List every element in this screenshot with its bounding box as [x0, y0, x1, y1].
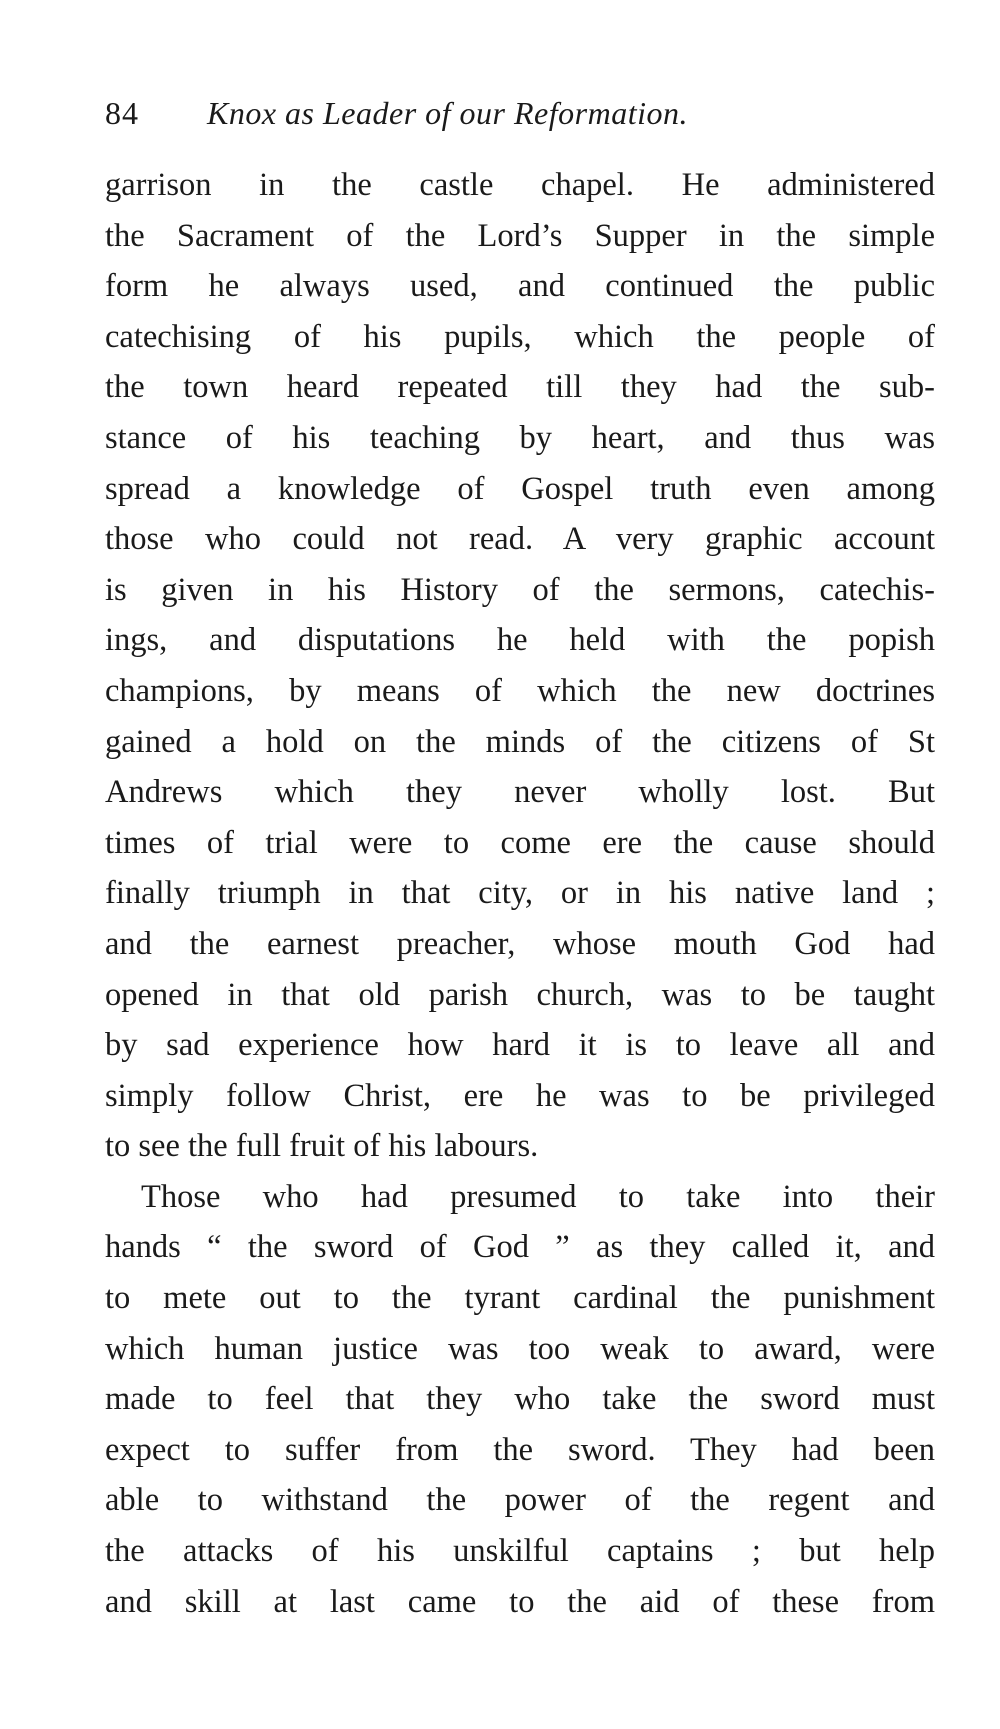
text-line: finally triumph in that city, or in his native land ;	[105, 875, 935, 912]
text-line: hands “ the sword of God ” as they called it, and	[105, 1229, 935, 1266]
running-title: Knox as Leader of our Reformation.	[207, 95, 688, 131]
text-line: to see the full fruit of his labours.	[105, 1128, 539, 1165]
text-line: opened in that old parish church, was to be taught	[105, 976, 935, 1013]
text-line: gained a hold on the minds of the citizens of St	[105, 723, 935, 760]
text-line: Andrews which they never wholly lost. But	[105, 774, 935, 811]
text-line: and the earnest preacher, whose mouth God had	[105, 925, 935, 962]
text-line: the attacks of his unskilful captains ; but help	[105, 1533, 935, 1570]
text-line: made to feel that they who take the sword must	[105, 1381, 935, 1418]
text-line: to mete out to the tyrant cardinal the punishment	[105, 1280, 935, 1317]
text-line: spread a knowledge of Gospel truth even among	[105, 470, 935, 507]
text-line: ings, and disputations he held with the popish	[105, 622, 935, 659]
text-line: stance of his teaching by heart, and thus was	[105, 419, 935, 456]
paragraph-1	[105, 160, 935, 1172]
text-line: times of trial were to come ere the cause should	[105, 824, 935, 861]
text-line: the Sacrament of the Lord’s Supper in the simple	[105, 217, 935, 254]
paragraph-2	[105, 1172, 935, 1627]
body-text	[105, 160, 935, 1627]
text-line: those who could not read. A very graphic account	[105, 521, 935, 558]
text-line: is given in his History of the sermons, catechis-	[105, 571, 935, 608]
text-line: the town heard repeated till they had the sub-	[105, 369, 935, 406]
text-line: form he always used, and continued the public	[105, 268, 935, 305]
text-line: which human justice was too weak to award, were	[105, 1330, 935, 1367]
text-line: Those who had presumed to take into their	[141, 1178, 935, 1215]
running-head	[105, 88, 935, 138]
text-line: catechising of his pupils, which the people of	[105, 318, 935, 355]
page-number: 84	[105, 95, 139, 131]
text-line: and skill at last came to the aid of these from	[105, 1583, 935, 1620]
text-line: garrison in the castle chapel. He administered	[105, 167, 935, 203]
text-line: champions, by means of which the new doctrines	[105, 672, 935, 709]
text-line: simply follow Christ, ere he was to be privileged	[105, 1077, 935, 1114]
text-line: expect to suffer from the sword. They had been	[105, 1431, 935, 1468]
text-line: by sad experience how hard it is to leave all and	[105, 1027, 935, 1064]
text-line: able to withstand the power of the regent and	[105, 1482, 935, 1519]
